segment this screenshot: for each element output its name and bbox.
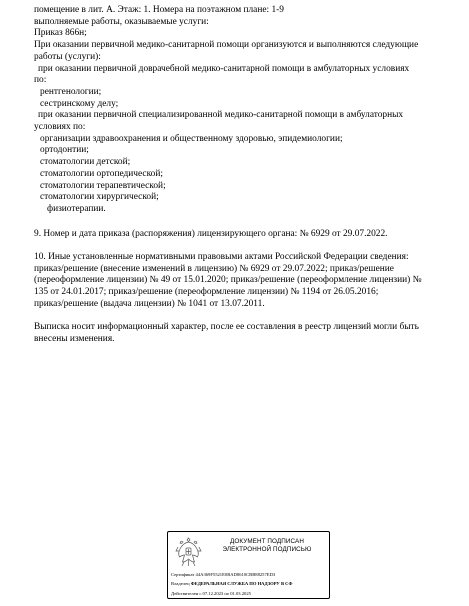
document-line: физиотерапии. [47,203,106,214]
item-10-line: (переоформление лицензии) № 49 от 15.01.2020; приказ/решение (переоформление лицензии) № [34,275,422,286]
item-10-line: приказ/решение (выдача лицензии) № 1041 от 13.07.2011. [34,298,265,309]
note-line: внесены изменения. [34,333,115,344]
document-line: выполняемые работы, оказываемые услуги: [34,16,209,27]
document-line: сестринскому делу; [40,98,119,109]
document-line: При оказании первичной медико-санитарной помощи организуются и выполняются следующие [34,40,419,51]
item-9-text: 9. Номер и дата приказа (распоряжения) лицензирующего органа: № 6929 от 29.07.2022. [34,229,388,239]
stamp-details [171,570,329,598]
validity-row: Действителен с 07.12.2023 по 01.03.2025 [171,590,251,596]
document-line: стоматологии детской; [40,157,131,168]
electronic-signature-stamp [167,531,330,599]
document-line: ортодонтии; [40,145,89,156]
document-line: стоматологии терапевтической; [40,180,166,191]
owner-label: Владелец [171,581,190,587]
document-line: условиях по: [34,122,86,133]
item-9-order-number [34,229,454,241]
licensed-works-list [34,5,454,216]
document-line: помещение в лит. А. Этаж: 1. Номера на поэтажном плане: 1-9 [34,5,284,15]
document-line: при оказании первичной специализированной медико-санитарной помощи в амбулаторных [38,110,404,121]
item-10-line: 135 от 24.01.2017; приказ/решение (переоформление лицензии) № 1194 от 26.05.2016; [34,287,379,298]
document-line: стоматологии хирургической; [40,192,159,203]
certificate-row [171,570,329,579]
document-line: по: [34,75,47,86]
owner-row [171,579,329,588]
owner-value: ФЕДЕРАЛЬНАЯ СЛУЖБА ПО НАДЗОРУ В СФ [190,581,293,587]
disclaimer-note [34,322,454,345]
document-line: стоматологии ортопедической; [40,168,163,179]
document-line: при оказании первичной доврачебной медико-санитарной помощи в амбулаторных условиях [38,63,410,74]
item-10-line: 10. Иные установленные нормативными правовыми актами Российской Федерации сведения: [34,252,409,262]
certificate-label: Сертификат [171,572,195,577]
coat-of-arms-icon [175,536,202,568]
item-10-line: приказ/решение (внесение изменений в лицензию) № 6929 от 29.07.2022; приказ/решение [34,263,394,274]
stamp-title-line: ДОКУМЕНТ ПОДПИСАН [230,538,304,545]
document-line: организации здравоохранения и общественному здоровью, эпидемиологии; [40,133,343,144]
note-line: Выписка носит информационный характер, после ее составления в реестр лицензий могли быть [34,322,419,332]
item-10-other-info [34,252,454,311]
stamp-title [208,538,326,554]
stamp-title-line: ЭЛЕКТРОННОЙ ПОДПИСЬЮ [222,546,312,554]
document-line: Приказ 866н; [34,28,87,39]
document-line: рентгенологии; [40,86,102,97]
document-line: работы (услуги): [34,51,101,62]
certificate-value: 44A369F5521E0BAD8610CBB88257ED3 [195,572,276,577]
